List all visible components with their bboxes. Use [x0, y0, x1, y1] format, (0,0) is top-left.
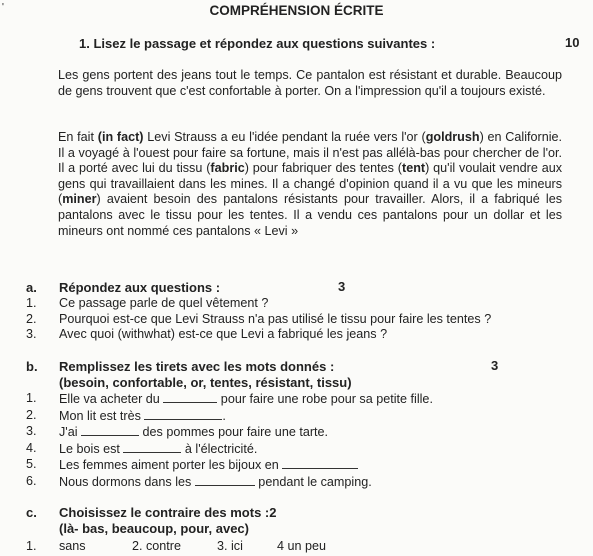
section-c-options [26, 539, 426, 555]
option-3: 3. ici [217, 539, 243, 553]
question-1-instruction: 1. Lisez le passage et répondez aux questions suivantes : [79, 36, 436, 51]
sentence-end: pendant le camping. [254, 474, 372, 489]
option-4: 4 un peu [277, 539, 327, 553]
english-gloss: miner [62, 192, 97, 207]
section-b-letter: b. [26, 359, 38, 374]
item-number: 3. [26, 327, 37, 342]
sentence-end: . [222, 408, 226, 423]
section-a-letter: a. [26, 280, 37, 295]
list-item [26, 457, 586, 474]
section-b-fill-blanks [26, 391, 586, 491]
question-text: Pourquoi est-ce que Levi Strauss n'a pas utilisé le tissu pour faire les tentes ? [59, 311, 492, 326]
passage-text: ) pour fabriquer des tentes ( [244, 161, 402, 176]
section-c-letter: c. [26, 505, 37, 520]
list-item [26, 424, 586, 441]
item-number: 1. [26, 296, 37, 310]
section-b-title: Remplissez les tirets avec les mots donnés : [59, 359, 335, 374]
sentence-end: des pommes pour faire une tarte. [139, 425, 329, 440]
section-a-questions [26, 296, 586, 343]
english-gloss: goldrush [425, 130, 480, 144]
item-number: 1. [26, 391, 37, 405]
item-number: 6. [26, 473, 37, 488]
stray-apostrophe: ' [2, 2, 4, 13]
passage-text: Levi Strauss a eu l'idée pendant la ruée vers l'or ( [143, 130, 426, 144]
sentence-start: Les femmes aiment porter les bijoux en [59, 458, 279, 473]
passage-paragraph-2 [58, 130, 562, 239]
list-item [26, 296, 586, 312]
item-number: 5. [26, 457, 37, 472]
section-a-points: 3 [338, 279, 346, 294]
list-item [26, 441, 586, 458]
sentence-start: J'ai [59, 425, 78, 440]
answer-blank[interactable] [123, 441, 181, 453]
list-item [26, 391, 586, 408]
option-1: sans [59, 539, 86, 553]
sentence-start: Nous dormons dans les [59, 474, 192, 489]
question-text: Avec quoi (withwhat) est-ce que Levi a fabriqué les jeans ? [59, 327, 388, 342]
sentence-end: pour faire une robe pour sa petite fille. [217, 392, 433, 406]
item-number: 3. [26, 424, 37, 439]
sentence-end: à l'électricité. [181, 441, 258, 456]
item-number: 2. [26, 407, 37, 422]
item-number: 2. [26, 311, 37, 326]
section-c-title: Choisissez le contraire des mots :2 [59, 505, 277, 520]
sentence-start: Le bois est [59, 441, 120, 456]
english-gloss: fabric [210, 161, 245, 176]
english-gloss: tent [402, 161, 426, 176]
option-2: 2. contre [132, 539, 182, 553]
section-b-word-bank: (besoin, confortable, or, tentes, résistant, tissu) [59, 375, 352, 390]
item-number: 4. [26, 440, 37, 455]
section-a-title: Répondez aux questions : [59, 280, 221, 295]
list-item [26, 312, 586, 328]
answer-blank[interactable] [282, 457, 358, 469]
list-item [26, 408, 586, 425]
section-c-word-bank: (là- bas, beaucoup, pour, avec) [59, 521, 249, 536]
list-item [26, 327, 586, 343]
list-item [26, 474, 586, 491]
answer-blank[interactable] [195, 474, 255, 486]
sentence-start: Elle va acheter du [59, 392, 160, 406]
section-b-heading [26, 359, 334, 375]
passage-text: ) en Californie. Il a voyagé à l'ouest pour faire sa fortune, mais il n'est pas allélà-bas pour chercher de l'or. Il a porté avec lui du tissu ( [58, 130, 562, 176]
question-1-points: 10 [565, 35, 580, 50]
passage-text: ) avaient besoin des pantalons résistants pour travailler. Alors, il a fabriqué les pantalons avec le tissu pour les tentes. Il a vendu ces pantalons pour un dollar et les mineurs ont nommé ces pantalons « Levi » [58, 192, 562, 238]
english-gloss: (in fact) [97, 130, 144, 144]
item-number: 1. [26, 539, 37, 553]
passage-paragraph-1: Les gens portent des jeans tout le temps. Ce pantalon est résistant et durable. Beaucoup de gens trouvent que c'est confortable à porter. On a l'impression qu'il a toujours existé. [58, 68, 562, 98]
page-title: COMPRÉHENSION ÉCRITE [209, 3, 384, 18]
passage-text: En fait [58, 130, 98, 144]
question-text: Ce passage parle de quel vêtement ? [59, 296, 269, 310]
answer-blank[interactable] [81, 424, 139, 436]
section-b-points: 3 [491, 358, 499, 373]
section-c-heading [26, 505, 276, 521]
sentence-start: Mon lit est très [59, 408, 141, 423]
section-a-heading [26, 280, 220, 296]
answer-blank[interactable] [163, 391, 217, 403]
answer-blank[interactable] [144, 408, 222, 420]
passage-text: ) qu'il voulait vendre aux gens qui travaillaient dans les mines. Il a changé d'opinion quand il a vu que les mineurs ( [58, 161, 563, 207]
